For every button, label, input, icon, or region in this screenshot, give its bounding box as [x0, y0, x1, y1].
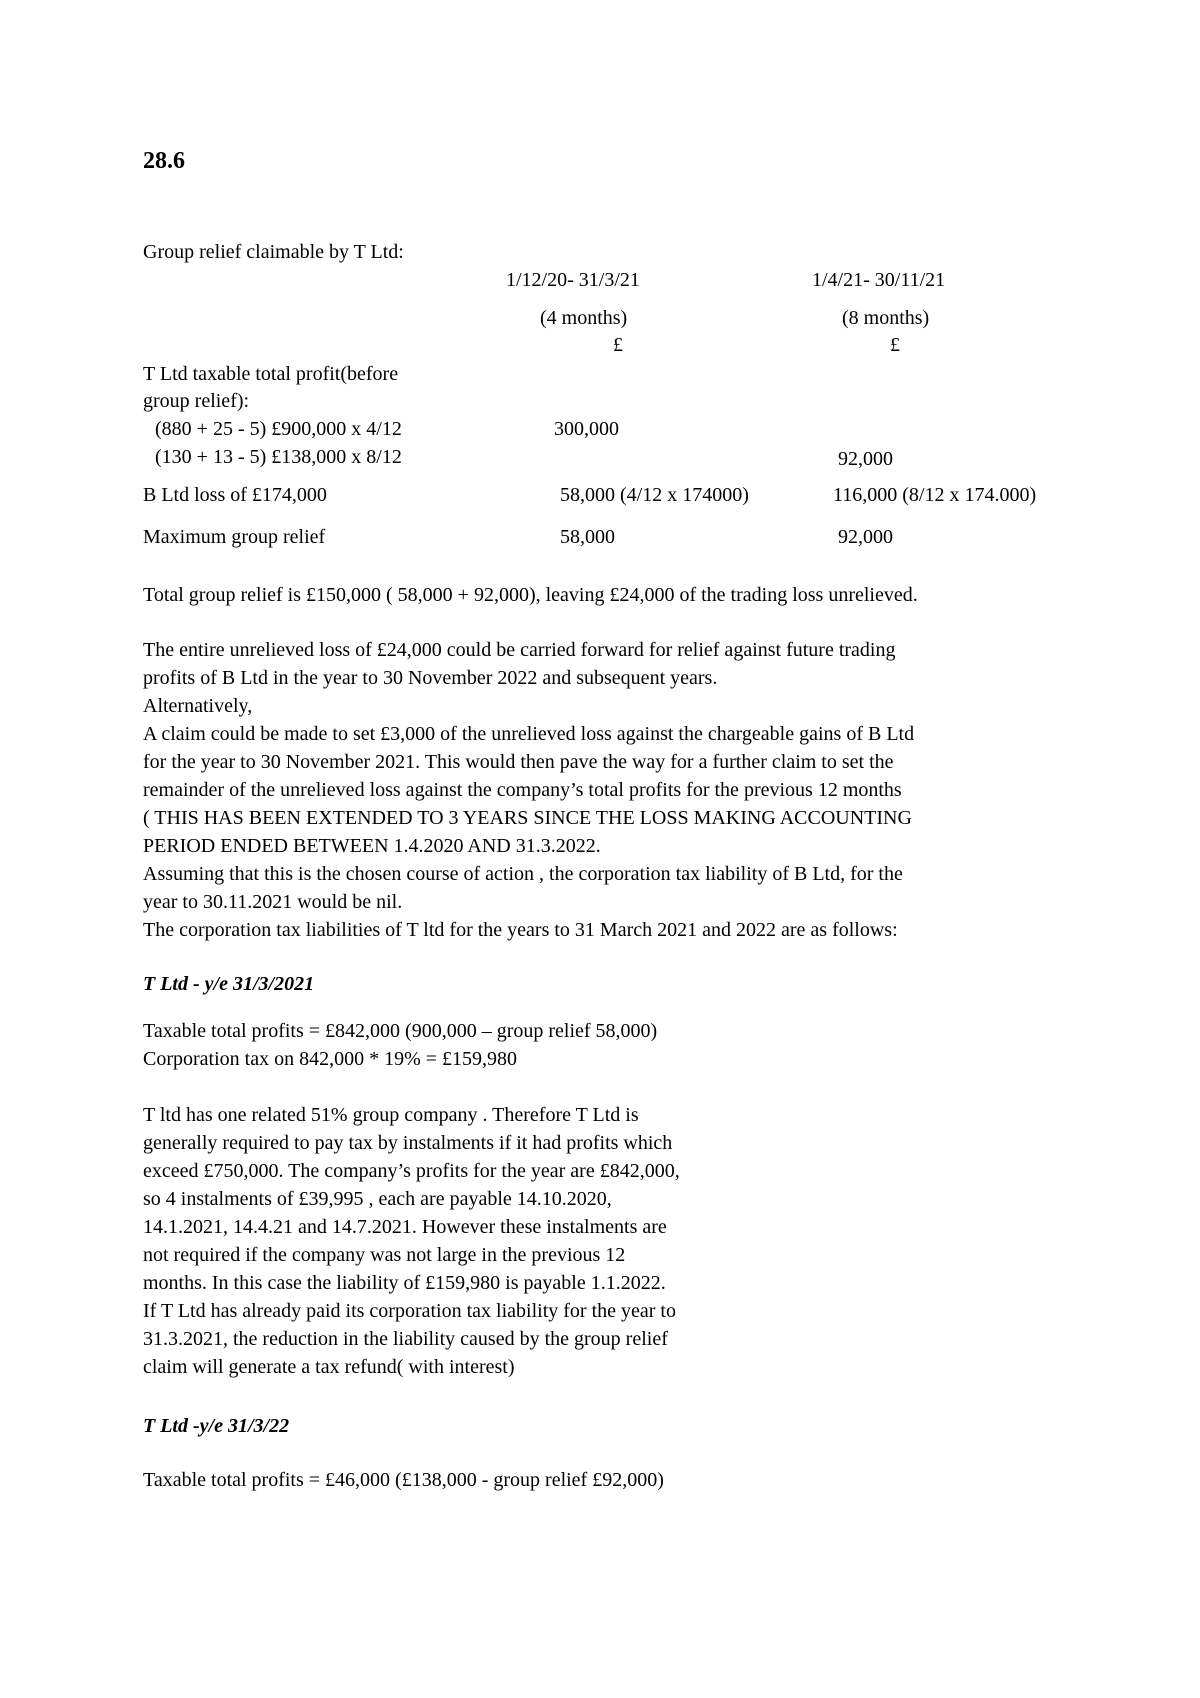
row-max-col1: 58,000 — [560, 526, 615, 548]
row-calc2-value: 92,000 — [838, 448, 893, 470]
text-line: so 4 instalments of £39,995 , each are payable 14.10.2020, — [143, 1188, 612, 1210]
col1-currency: £ — [613, 334, 623, 356]
paragraph-instalments — [143, 1101, 680, 1381]
row-loss-label: B Ltd loss of £174,000 — [143, 484, 327, 506]
text-line: PERIOD ENDED BETWEEN 1.4.2020 AND 31.3.2022. — [143, 835, 601, 857]
paragraph-carry-forward — [143, 636, 914, 944]
row-profit-label-2: group relief): — [143, 390, 250, 412]
text-line: Alternatively, — [143, 695, 253, 717]
text-line: generally required to pay tax by instalments if it had profits which — [143, 1132, 673, 1154]
text-line: ( THIS HAS BEEN EXTENDED TO 3 YEARS SINCE THE LOSS MAKING ACCOUNTING — [143, 807, 912, 829]
text-line: exceed £750,000. The company’s profits for the year are £842,000, — [143, 1160, 680, 1182]
text-line: 14.1.2021, 14.4.21 and 14.7.2021. However these instalments are — [143, 1216, 667, 1238]
row-max-label: Maximum group relief — [143, 526, 326, 548]
col2-currency: £ — [890, 334, 900, 356]
section-title-2021: T Ltd - y/e 31/3/2021 — [143, 973, 315, 995]
row-max-col2: 92,000 — [838, 526, 893, 548]
text-line: If T Ltd has already paid its corporation tax liability for the year to — [143, 1300, 676, 1322]
text-line: not required if the company was not large in the previous 12 — [143, 1244, 626, 1266]
row-calc1-value: 300,000 — [554, 418, 619, 440]
question-number: 28.6 — [143, 148, 185, 174]
text-line: claim will generate a tax refund( with interest) — [143, 1356, 515, 1378]
section-2021-calc — [143, 1017, 657, 1073]
text-line: Taxable total profits = £842,000 (900,000 – group relief 58,000) — [143, 1020, 658, 1042]
text-line: year to 30.11.2021 would be nil. — [143, 891, 403, 913]
col2-period: 1/4/21- 30/11/21 — [812, 269, 946, 291]
text-line: profits of B Ltd in the year to 30 November 2022 and subsequent years. — [143, 667, 718, 689]
row-calc2-label: (130 + 13 - 5) £138,000 x 8/12 — [155, 446, 402, 468]
row-profit-label-1: T Ltd taxable total profit(before — [143, 363, 399, 385]
text-line: The entire unrelieved loss of £24,000 could be carried forward for relief against future trading — [143, 639, 896, 661]
text-line: months. In this case the liability of £159,980 is payable 1.1.2022. — [143, 1272, 666, 1294]
row-loss-col2: 116,000 (8/12 x 174.000) — [833, 484, 1037, 506]
text-line: Corporation tax on 842,000 * 19% = £159,980 — [143, 1048, 518, 1070]
text-line: T ltd has one related 51% group company . Therefore T Ltd is — [143, 1104, 639, 1126]
row-calc1-label: (880 + 25 - 5) £900,000 x 4/12 — [155, 418, 402, 440]
text-line: 31.3.2021, the reduction in the liability caused by the group relief — [143, 1328, 668, 1350]
col1-months: (4 months) — [540, 307, 628, 329]
total-group-relief: Total group relief is £150,000 ( 58,000 + 92,000), leaving £24,000 of the trading loss unrelieved. — [143, 584, 918, 606]
section-2022-calc: Taxable total profits = £46,000 (£138,000 - group relief £92,000) — [143, 1469, 664, 1491]
col1-period: 1/12/20- 31/3/21 — [506, 269, 640, 291]
text-line: A claim could be made to set £3,000 of the unrelieved loss against the chargeable gains of B Ltd — [143, 723, 915, 745]
intro-text: Group relief claimable by T Ltd: — [143, 241, 404, 263]
row-loss-col1: 58,000 (4/12 x 174000) — [560, 484, 749, 506]
text-line: Assuming that this is the chosen course of action , the corporation tax liability of B Ltd, for the — [143, 863, 903, 885]
section-title-2022: T Ltd -y/e 31/3/22 — [143, 1415, 290, 1437]
col2-months: (8 months) — [842, 307, 930, 329]
text-line: The corporation tax liabilities of T ltd for the years to 31 March 2021 and 2022 are as follows: — [143, 919, 898, 941]
text-line: for the year to 30 November 2021. This would then pave the way for a further claim to set the — [143, 751, 894, 773]
text-line: remainder of the unrelieved loss against the company’s total profits for the previous 12 months — [143, 779, 902, 801]
